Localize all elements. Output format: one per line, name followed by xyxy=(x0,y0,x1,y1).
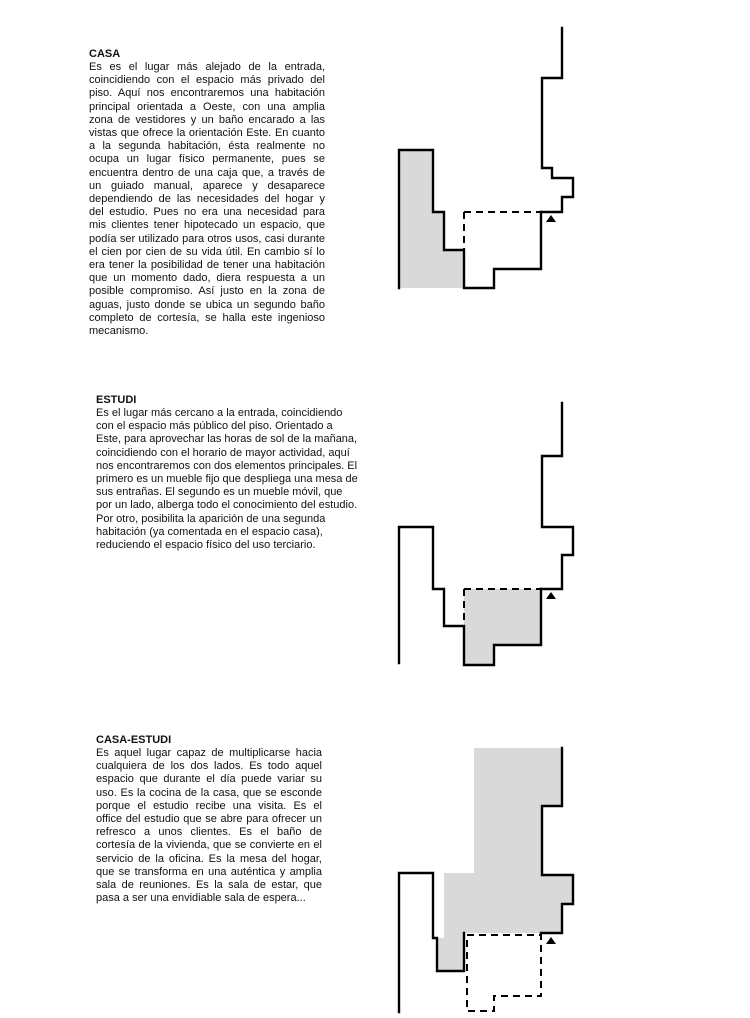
section-text: Es aquel lugar capaz de multiplicarse hacia cualquiera de los dos lados. Es todo aquel espacio que durante el día puede variar su uso. Es la cocina de la casa, que se esconde porque el estudio recibe una visita. Es el office del estudio que se abre para ofrecer un refresco a unos clientes. Es el baño de cortesía de la vivienda, que se convierte en el servicio de la oficina. Es la mesa del hogar, que se transforma en una auténtica y amplia sala de reuniones. Es la sala de estar, que pasa a ser una envidiable sala de espera... xyxy=(96,747,322,905)
section-text: Es es el lugar más alejado de la entrada, coincidiendo con el espacio más privado del piso. Aquí nos encontraremos una habitación principal orientada a Oeste, con una amplia zona de vestidores y un baño encarado a las vistas que ofrece la orientación Este. En cuanto a la segunda habitación, ésta realmente no ocupa un lugar físico permanente, pues se encuentra dentro de una caja que, a través de un guiado manual, aparece y desaparece dependiendo de las necesidades del hogar y del estudio. Pues no era una necesidad para mis clientes tener hipotecado un espacio, que podía ser utilizado para otros usos, casi durante el cien por cien de su vida útil. En cambio sí lo era tener la posibilidad de tener una habitación que un momento dado, diera respuesta a un posible compromiso. Así justo en la zona de aguas, justo donde se ubica un segundo baño completo de cortesía, se halla este ingenioso mecanismo. xyxy=(89,61,325,338)
highlighted-area xyxy=(437,748,573,971)
section-title: CASA-ESTUDI xyxy=(96,734,172,746)
section-text: Es el lugar más cercano a la entrada, coincidiendo con el espacio más público del piso. Orientado a Este, para aprovechar las horas de sol de la mañana, coincidiendo con el horario de mayor actividad, aquí nos encontraremos con dos elementos principales. El primero es un mueble fijo que despliega una mesa de sus entrañas. El segundo es un mueble móvil, que por un lado, alberga todo el conocimiento del estudio. Por otro, posibilita la aparición de una segunda habitación (ya comentada en el espacio casa), reduciendo el espacio físico del uso terciario. xyxy=(96,407,358,552)
section-title: ESTUDI xyxy=(96,394,137,406)
entrance-arrow-icon xyxy=(546,937,556,944)
section-title: CASA xyxy=(89,48,121,60)
movable-box-outline xyxy=(467,935,541,1011)
